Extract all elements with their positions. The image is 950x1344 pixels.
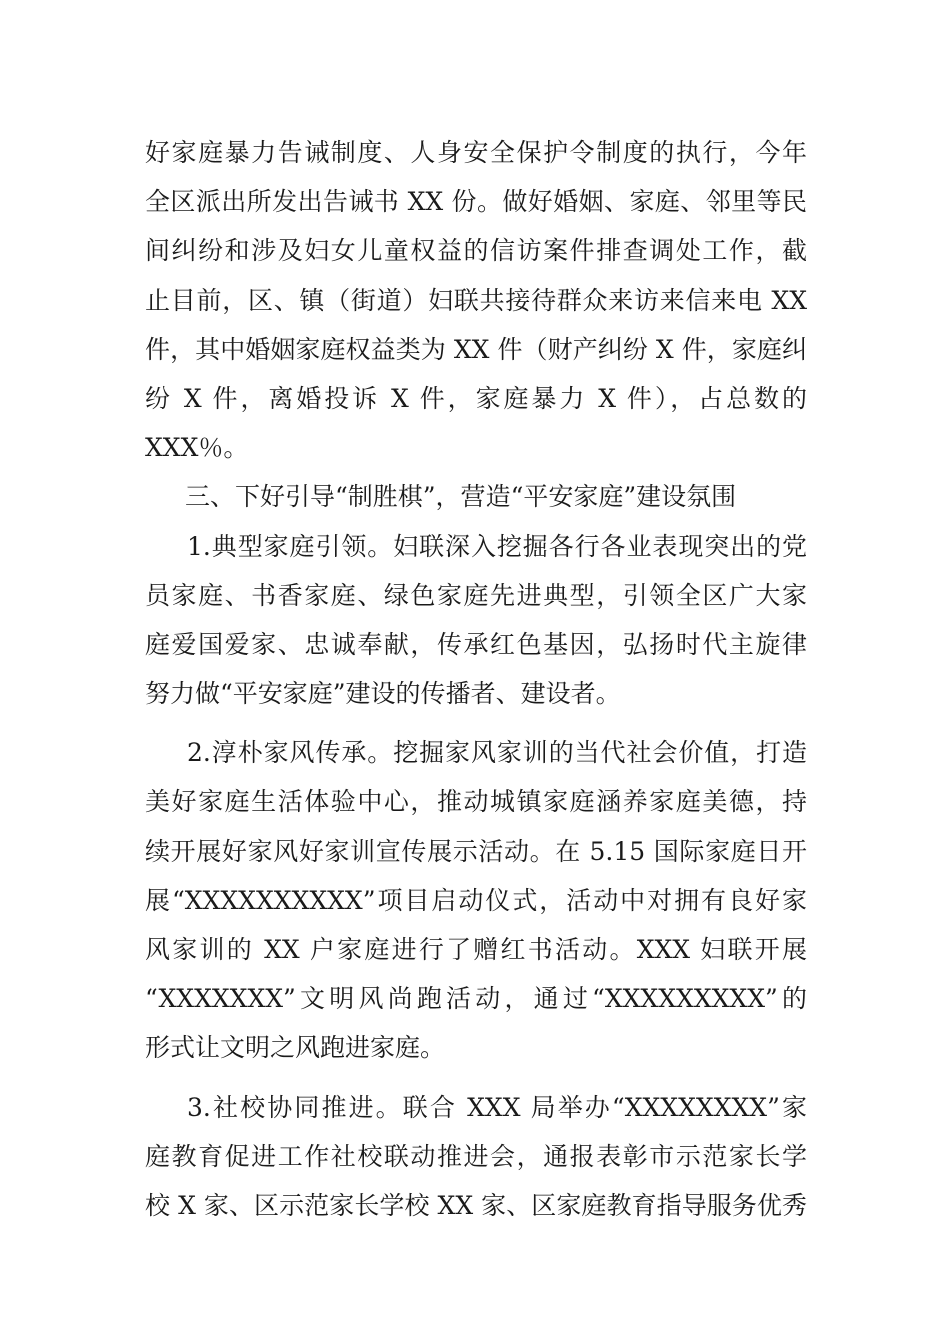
text-line: 努力做“平安家庭”建设的传播者、建设者。 bbox=[145, 679, 621, 709]
document-body bbox=[145, 128, 807, 1230]
text-line: 形式让文明之风跑进家庭。 bbox=[145, 1033, 446, 1063]
text-line: 校 X 家、区示范家长学校 XX 家、区家庭教育指导服务优秀 bbox=[145, 1190, 807, 1220]
text-line: 间纠纷和涉及妇女儿童权益的信访案件排查调处工作，截 bbox=[145, 236, 807, 266]
text-line: 1.典型家庭引领。妇联深入挖掘各行各业表现突出的党 bbox=[187, 531, 807, 561]
text-line: 风家训的 XX 户家庭进行了赠红书活动。XXX 妇联开展 bbox=[145, 935, 807, 964]
paragraph-item-3 bbox=[145, 1083, 807, 1231]
text-line: 全区派出所发出告诫书 XX 份。做好婚姻、家庭、邻里等民 bbox=[145, 187, 807, 217]
text-line: 美好家庭生活体验中心，推动城镇家庭涵养家庭美德，持 bbox=[145, 787, 807, 817]
paragraph-domestic-violence bbox=[145, 128, 807, 472]
text-line: 展“XXXXXXXXXX”项目启动仪式，活动中对拥有良好家 bbox=[145, 885, 807, 915]
text-line: 庭教育促进工作社校联动推进会，通报表彰市示范家长学 bbox=[145, 1141, 807, 1171]
paragraph-item-1 bbox=[145, 522, 807, 719]
text-line: 止目前，区、镇（街道）妇联共接待群众来访来信来电 XX bbox=[145, 285, 807, 315]
text-line: XXX％。 bbox=[145, 433, 249, 463]
text-line: 员家庭、书香家庭、绿色家庭先进典型，引领全区广大家 bbox=[145, 580, 807, 610]
text-line: 好家庭暴力告诫制度、人身安全保护令制度的执行，今年 bbox=[145, 138, 807, 167]
text-line: 纷 X 件，离婚投诉 X 件，家庭暴力 X 件），占总数的 bbox=[145, 383, 807, 413]
text-line: 3.社校协同推进。联合 XXX 局举办“XXXXXXXX”家 bbox=[187, 1092, 807, 1122]
section-heading: 三、下好引导“制胜棋”，营造“平安家庭”建设氛围 bbox=[185, 482, 737, 512]
paragraph-item-2 bbox=[145, 728, 807, 1072]
text-line: “XXXXXXX”文明风尚跑活动，通过“XXXXXXXXX”的 bbox=[145, 984, 807, 1014]
text-line: 庭爱国爱家、忠诚奉献，传承红色基因，弘扬时代主旋律 bbox=[145, 629, 807, 659]
text-line: 续开展好家风好家训宣传展示活动。在 5.15 国际家庭日开 bbox=[145, 836, 807, 866]
text-line: 2.淳朴家风传承。挖掘家风家训的当代社会价值，打造 bbox=[187, 738, 807, 768]
text-line: 件，其中婚姻家庭权益类为 XX 件（财产纠纷 X 件，家庭纠 bbox=[145, 334, 807, 364]
